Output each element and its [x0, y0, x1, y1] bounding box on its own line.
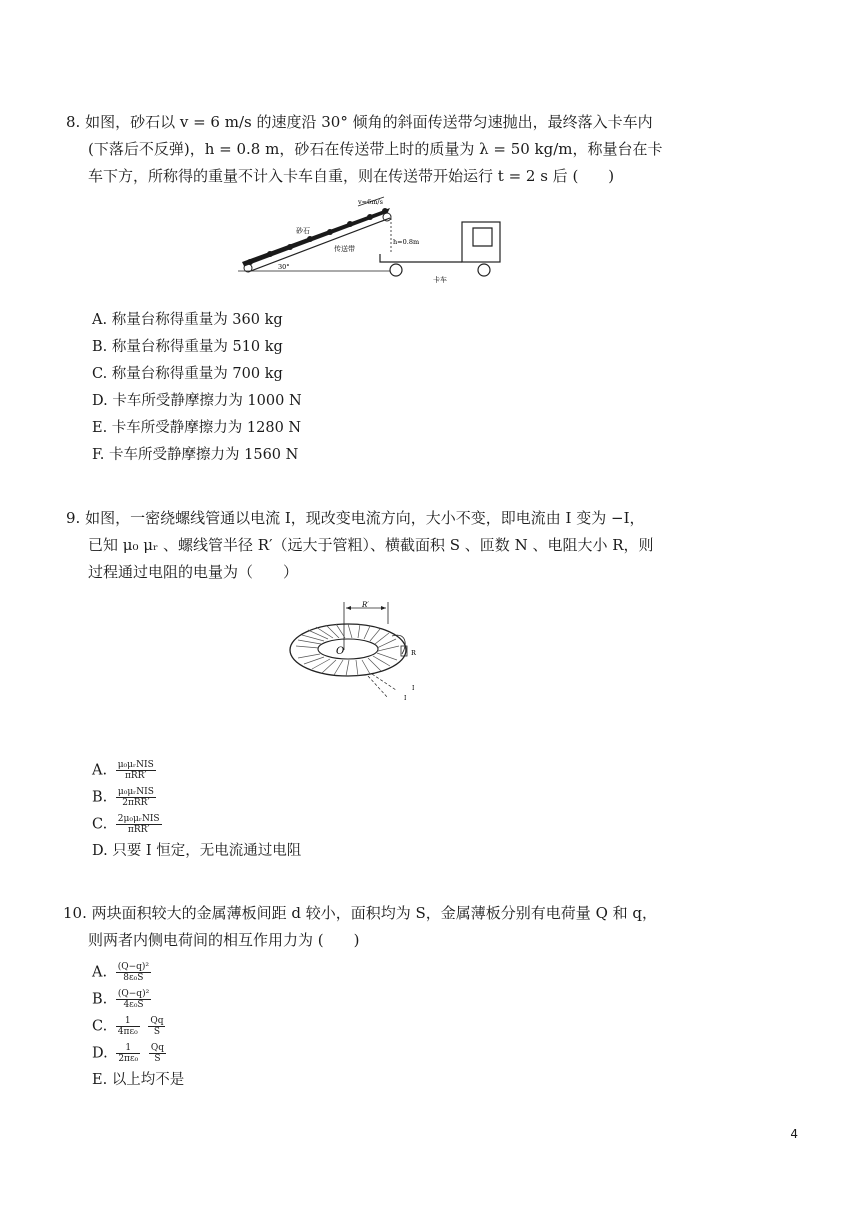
angle-label: 30° [278, 263, 290, 271]
numerator: μ₀μᵣNIS [117, 760, 154, 770]
option-10c[interactable] [92, 1016, 165, 1037]
option-10e[interactable] [92, 1070, 184, 1090]
option-letter: D. [92, 1045, 108, 1062]
denominator: S [154, 1054, 161, 1064]
lead-label-1: I [412, 685, 415, 692]
option-text: 以上均不是 [111, 1072, 185, 1088]
option-9d[interactable] [92, 841, 301, 861]
numerator: μ₀μᵣNIS [117, 787, 154, 797]
option-9b[interactable] [92, 787, 156, 808]
numerator: (Q−q)² [117, 989, 150, 999]
numerator: 2μ₀μᵣNIS [117, 814, 160, 824]
toroid-figure [286, 598, 436, 708]
denominator: πRR′ [124, 771, 147, 781]
torus-outer [290, 624, 406, 676]
option-8e[interactable]: E. 卡车所受静摩擦力为 1280 N [92, 420, 302, 436]
page-number: 4 [790, 1127, 798, 1141]
fraction [116, 814, 162, 835]
denominator: 8ε₀S [123, 973, 144, 983]
question-9-stem-line-1: 9. 如图，一密绕螺线管通以电流 I，现改变电流方向，大小不变，即电流由 I 变为 −I， [66, 509, 645, 527]
fraction [116, 1016, 140, 1037]
denominator: S [153, 1027, 160, 1037]
option-10a[interactable] [92, 962, 151, 983]
denominator: 2πRR′ [122, 798, 150, 808]
numerator: 1 [116, 1016, 140, 1027]
question-10-stem-line-1: 10. 两块面积较大的金属薄板间距 d 较小，面积均为 S，金属薄板分别有电荷量 Q 和 q， [63, 904, 658, 922]
fraction [148, 1016, 165, 1037]
option-8b[interactable]: B. 称量台称得重量为 510 kg [92, 339, 283, 355]
height-label: h=0.8m [393, 238, 420, 246]
denominator: 4πε₀ [117, 1027, 138, 1037]
option-letter: A. [92, 762, 108, 779]
sand-pile [242, 208, 390, 266]
option-text: 只要 I 恒定，无电流通过电阻 [112, 843, 302, 859]
numerator: (Q−q)² [117, 962, 150, 972]
question-8-stem-line-1: 8. 如图，砂石以 v = 6 m/s 的速度沿 30° 倾角的斜面传送带匀速抛出，最终落入卡车内 [66, 113, 653, 131]
option-letter: B. [92, 991, 108, 1008]
option-8f[interactable]: F. 卡车所受静摩擦力为 1560 N [92, 447, 299, 463]
fraction [116, 1043, 140, 1064]
truck [380, 222, 500, 276]
question-10-stem-line-2: 则两者内侧电荷间的相互作用力为 ( ) [88, 931, 360, 949]
coil-windings [296, 624, 399, 676]
center-label: O [336, 646, 345, 657]
option-10d[interactable] [92, 1043, 166, 1064]
option-9c[interactable] [92, 814, 162, 835]
fraction [149, 1043, 166, 1064]
speed-label: v=6m/s [358, 198, 383, 206]
question-8-stem-line-3: 车下方，所称得的重量不计入卡车自重，则在传送带开始运行 t = 2 s 后 ( ) [88, 167, 615, 185]
conveyor-truck-figure [230, 196, 520, 286]
denominator: 4ε₀S [123, 1000, 144, 1010]
question-9-stem-line-2: 已知 μ₀ μᵣ 、螺线管半径 R′（远大于管粗）、横截面积 S 、匝数 N 、电阻大小 R，则 [88, 536, 654, 554]
denominator: 2πε₀ [118, 1054, 139, 1064]
fraction [116, 760, 156, 781]
numerator: Qq [150, 1043, 164, 1053]
belt-label: 传送带 [334, 245, 355, 253]
lead-label-2: I [404, 695, 407, 702]
option-letter: E. [92, 1072, 108, 1088]
question-8-stem-line-2: (下落后不反弹)，h = 0.8 m，砂石在传送带上时的质量为 λ = 50 kg/m，称量台在卡 [88, 140, 663, 158]
numerator: 1 [116, 1043, 140, 1054]
sand-label: 砂石 [296, 227, 310, 235]
option-10b[interactable] [92, 989, 151, 1010]
fraction [116, 787, 156, 808]
denominator: πRR′ [127, 825, 150, 835]
question-9-stem-line-3: 过程通过电阻的电量为（ ） [88, 563, 299, 581]
option-8d[interactable]: D. 卡车所受静摩擦力为 1000 N [92, 393, 302, 409]
resistor-label: R [411, 649, 416, 657]
option-letter: C. [92, 816, 108, 833]
option-letter: A. [92, 964, 108, 981]
numerator: Qq [150, 1016, 164, 1026]
option-letter: D. [92, 843, 108, 859]
truck-label: 卡车 [433, 276, 447, 284]
option-letter: B. [92, 789, 108, 806]
fraction [116, 962, 151, 983]
option-letter: C. [92, 1018, 108, 1035]
fraction [116, 989, 151, 1010]
radius-label: R′ [362, 601, 369, 609]
option-8c[interactable]: C. 称量台称得重量为 700 kg [92, 366, 283, 382]
torus-inner [318, 639, 378, 659]
option-8a[interactable]: A. 称量台称得重量为 360 kg [92, 312, 283, 328]
option-9a[interactable] [92, 760, 156, 781]
